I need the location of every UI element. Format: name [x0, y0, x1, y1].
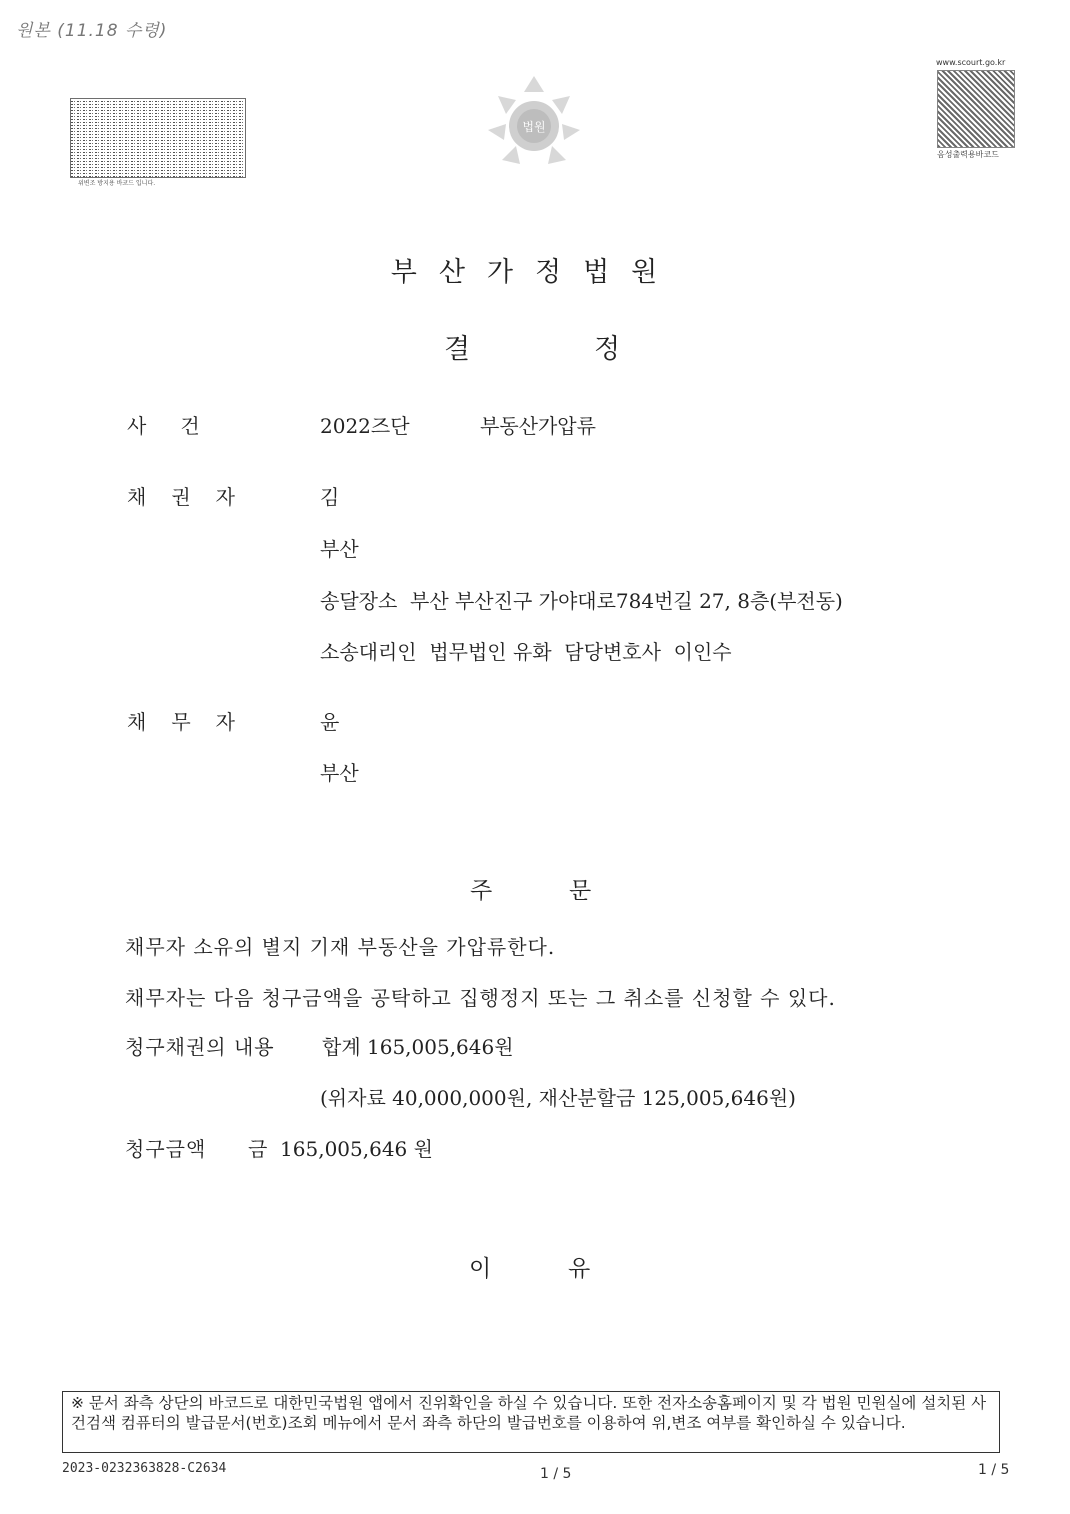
creditor-label: 채권자 — [127, 485, 260, 509]
page-number-right: 1 / 5 — [978, 1462, 1010, 1478]
doc-title-char-1: 결 — [444, 334, 471, 365]
debtor-address: 부산 — [320, 761, 359, 785]
order-heading-char-2: 문 — [569, 878, 592, 904]
creditor-delivery-address: 송달장소 부산 부산진구 가야대로784번길 27, 8층(부전동) — [320, 589, 843, 613]
debtor-name: 윤 — [320, 710, 340, 734]
page-number-center: 1 / 5 — [540, 1466, 572, 1482]
order-line-2: 채무자는 다음 청구금액을 공탁하고 집행정지 또는 그 취소를 신청할 수 있다. — [125, 986, 836, 1010]
reason-heading-char-1: 이 — [469, 1256, 492, 1282]
verification-notice: ※ 문서 좌측 상단의 바코드로 대한민국법원 앱에서 진위확인을 하실 수 있습니다. 또한 전자소송홈페이지 및 각 법원 민원실에 설치된 사건검색 컴퓨터의 발급문서(번호)조회 메뉴에서 문서 좌측 하단의 발급번호를 이용하여 위,변조 여부를 확인하실 수 있습니다. — [62, 1391, 1000, 1453]
amount-label: 청구금액 — [125, 1137, 207, 1161]
anti-forgery-barcode — [70, 98, 246, 178]
claim-total: 합계 165,005,646원 — [322, 1035, 514, 1059]
creditor-address: 부산 — [320, 537, 359, 561]
seal-text: 법원 — [522, 120, 546, 134]
reason-heading-char-2: 유 — [568, 1256, 591, 1282]
claim-detail: (위자료 40,000,000원, 재산분할금 125,005,646원) — [320, 1086, 796, 1110]
order-heading-char-1: 주 — [470, 878, 493, 904]
voice-output-qr-code — [937, 70, 1015, 148]
case-number: 2022즈단 — [320, 414, 410, 438]
qr-caption: 음성출력용바코드 — [937, 150, 999, 159]
court-seal-watermark — [480, 72, 588, 172]
doc-title-char-2: 정 — [594, 334, 621, 365]
handwritten-note: 원본 (11.18 수령) — [16, 21, 168, 41]
creditor-name: 김 — [320, 485, 340, 509]
scourt-url: www.scourt.go.kr — [936, 58, 1006, 67]
case-name: 부동산가압류 — [480, 414, 596, 438]
claim-label: 청구채권의 내용 — [125, 1035, 275, 1059]
court-name: 부산가정법원 — [390, 257, 680, 288]
debtor-label: 채무자 — [127, 710, 260, 734]
issue-number: 2023-0232363828-C2634 — [62, 1461, 227, 1476]
amount-value: 금 165,005,646 원 — [248, 1137, 433, 1161]
barcode-caption: 위변조 방지용 바코드 입니다. — [78, 180, 156, 187]
case-label: 사건 — [127, 414, 234, 438]
creditor-legal-agent: 소송대리인 법무법인 유화 담당변호사 이인수 — [320, 640, 732, 664]
order-line-1: 채무자 소유의 별지 기재 부동산을 가압류한다. — [125, 935, 556, 959]
